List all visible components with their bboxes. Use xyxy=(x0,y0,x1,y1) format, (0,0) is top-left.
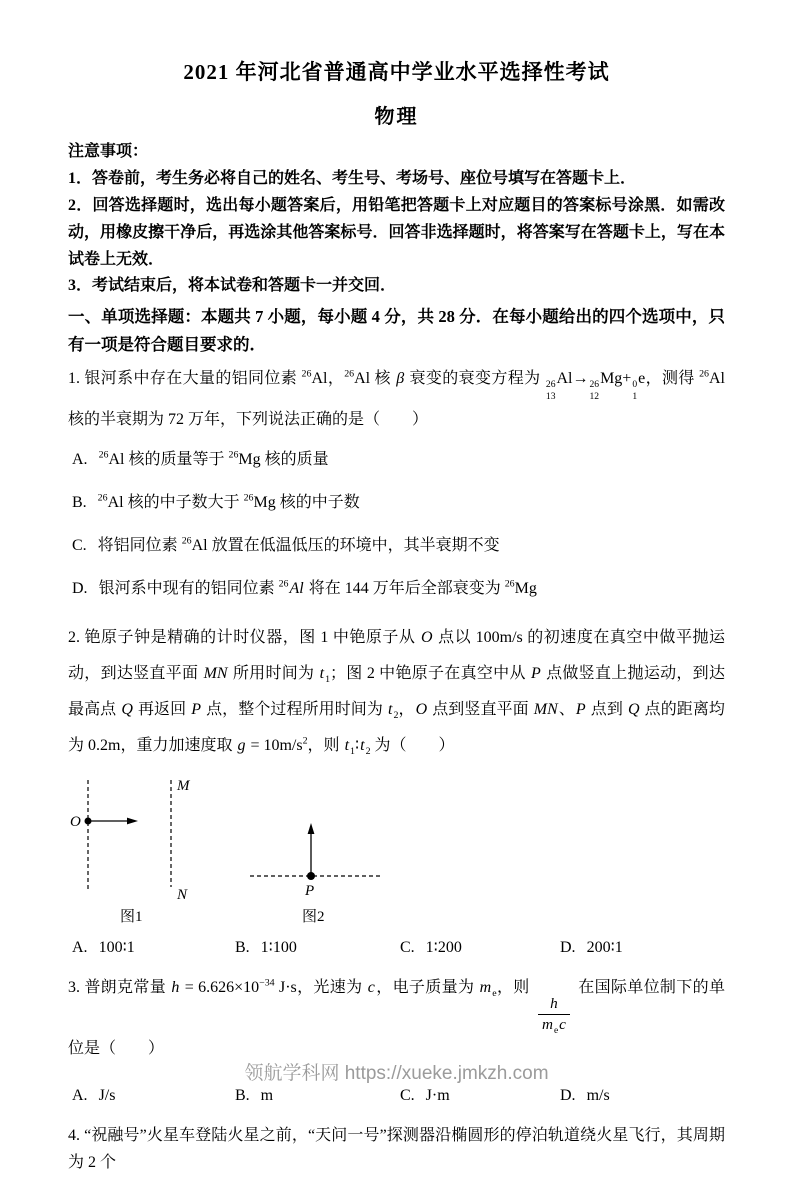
fig2-label-p: P xyxy=(305,883,315,900)
question-2-option-a xyxy=(72,936,235,960)
question-3-option-d xyxy=(560,1084,610,1108)
notice-item-2: 2．回答选择题时，选出每小题答案后，用铅笔把答题卡上对应题目的答案标号涂黑．如需改动，用橡皮擦干净后，再选涂其他答案标号．回答非选择题时，将答案写在答题卡上，写在本试卷上无效． xyxy=(68,196,725,268)
question-2-stem: 2. 铯原子钟是精确的计时仪器，图 1 中铯原子从 O 点以 100m/s 的初速度在真空中做平抛运动，到达竖直平面 MN 所用时间为 $t_1$；图 2 中铯原子在真空中从 P 点做竖直上抛运动，到达最高点 Q 再返回 P 点，整个过程所用时间为 $t_2$，O 点到竖直平面 MN、P 点到 Q 点的距离均为 0.2m，重力加速度取 $g = 10m/s^2$，则 $t_1∶t_2$ 为（ ） xyxy=(68,629,725,758)
option-label: D. xyxy=(72,580,88,598)
question-4 xyxy=(68,1122,725,1176)
question-3-options xyxy=(68,1084,725,1108)
notice-section xyxy=(68,139,725,300)
option-text: 1∶200 xyxy=(425,939,462,957)
question-3-stem: 3. 普朗克常量 $h = 6.626\times 10^{-34}$ J·s，光速为 c，电子质量为 $m_e$，则 $\frac{h}{m_ec}$ 在国际单位制下的单位是（ ） xyxy=(68,978,725,1057)
question-1-option-c xyxy=(72,534,725,558)
question-2-figure xyxy=(68,768,468,928)
question-3 xyxy=(68,974,725,1108)
fig2-velocity-arrowhead xyxy=(308,823,315,834)
question-1-option-a xyxy=(72,448,725,472)
exam-subject: 物理 xyxy=(374,106,419,128)
option-label: D. xyxy=(560,1087,576,1105)
option-label: C. xyxy=(400,939,415,957)
fig1-caption: 图1 xyxy=(120,909,143,926)
option-label: D. xyxy=(560,939,576,957)
question-1-option-d xyxy=(72,577,725,601)
question-1-option-b xyxy=(72,491,725,515)
question-2 xyxy=(68,620,725,960)
fig1-label-m: M xyxy=(177,778,190,795)
notice-heading: 注意事项： xyxy=(68,143,149,160)
option-text: m/s xyxy=(586,1087,610,1105)
option-text: 银河系中现有的铝同位素 $^{26}$Al 将在 144 万年后全部衰变为 $^{26}$Mg xyxy=(98,579,537,598)
notice-item-1: 1．答卷前，考生务必将自己的姓名、考生号、考场号、座位号填写在答题卡上． xyxy=(68,169,637,187)
question-1-options xyxy=(68,448,725,601)
question-2-option-d xyxy=(560,936,623,960)
question-3-option-c xyxy=(400,1084,560,1108)
exam-title: 2021 年河北省普通高中学业水平选择性考试 xyxy=(183,60,610,84)
section1-heading: 一、单项选择题：本题共 7 小题，每小题 4 分，共 28 分．在每小题给出的四个选项中，只有一项是符合题目要求的． xyxy=(68,307,725,354)
fig1-label-n: N xyxy=(177,887,188,904)
question-1-stem: 1. 银河系中存在大量的铝同位素 $^{26}$Al，$^{26}$Al 核 β 衰变的衰变方程为 26 13 Al→ 26 12 Mg+ 0 1 e，测得 $^{26}$Al 核的半衰期为 72 万年，下列说法正确的是（ ） xyxy=(68,368,725,429)
question-4-stem: 4. “祝融号”火星车登陆火星之前，“天问一号”探测器沿椭圆形的停泊轨道绕火星飞行，其周期为 2 个 xyxy=(68,1127,725,1172)
option-text: J/s xyxy=(98,1087,116,1105)
option-text: $^{26}$Al 核的中子数大于 $^{26}$Mg 核的中子数 xyxy=(97,493,360,512)
question-1 xyxy=(68,361,725,602)
option-label: B. xyxy=(235,1087,250,1105)
option-text: 100∶1 xyxy=(98,939,135,957)
option-text: 将铝同位素 $^{26}$Al 放置在低温低压的环境中，其半衰期不变 xyxy=(97,536,500,555)
option-text: $^{26}$Al 核的质量等于 $^{26}$Mg 核的质量 xyxy=(98,450,329,469)
fig1-velocity-arrowhead xyxy=(127,818,138,825)
option-label: A. xyxy=(72,939,88,957)
fig2-caption: 图2 xyxy=(302,909,325,926)
option-label: C. xyxy=(72,537,87,555)
question-2-options xyxy=(68,936,725,960)
option-text: 1∶100 xyxy=(260,939,297,957)
notice-item-3: 3．考试结束后，将本试卷和答题卡一并交回． xyxy=(68,277,397,295)
question-3-option-a xyxy=(72,1084,235,1108)
question-2-option-b xyxy=(235,936,400,960)
option-label: A. xyxy=(72,451,88,469)
option-text: J·m xyxy=(425,1087,450,1105)
option-label: B. xyxy=(72,494,87,512)
option-label: A. xyxy=(72,1087,88,1105)
question-2-option-c xyxy=(400,936,560,960)
option-text: 200∶1 xyxy=(586,939,623,957)
question-3-option-b xyxy=(235,1084,400,1108)
option-label: C. xyxy=(400,1087,415,1105)
option-label: B. xyxy=(235,939,250,957)
fig1-label-o: O xyxy=(70,814,81,831)
watermark: 领航学科网 https://xueke.jmkzh.com xyxy=(244,1063,549,1084)
option-text: m xyxy=(260,1087,274,1105)
